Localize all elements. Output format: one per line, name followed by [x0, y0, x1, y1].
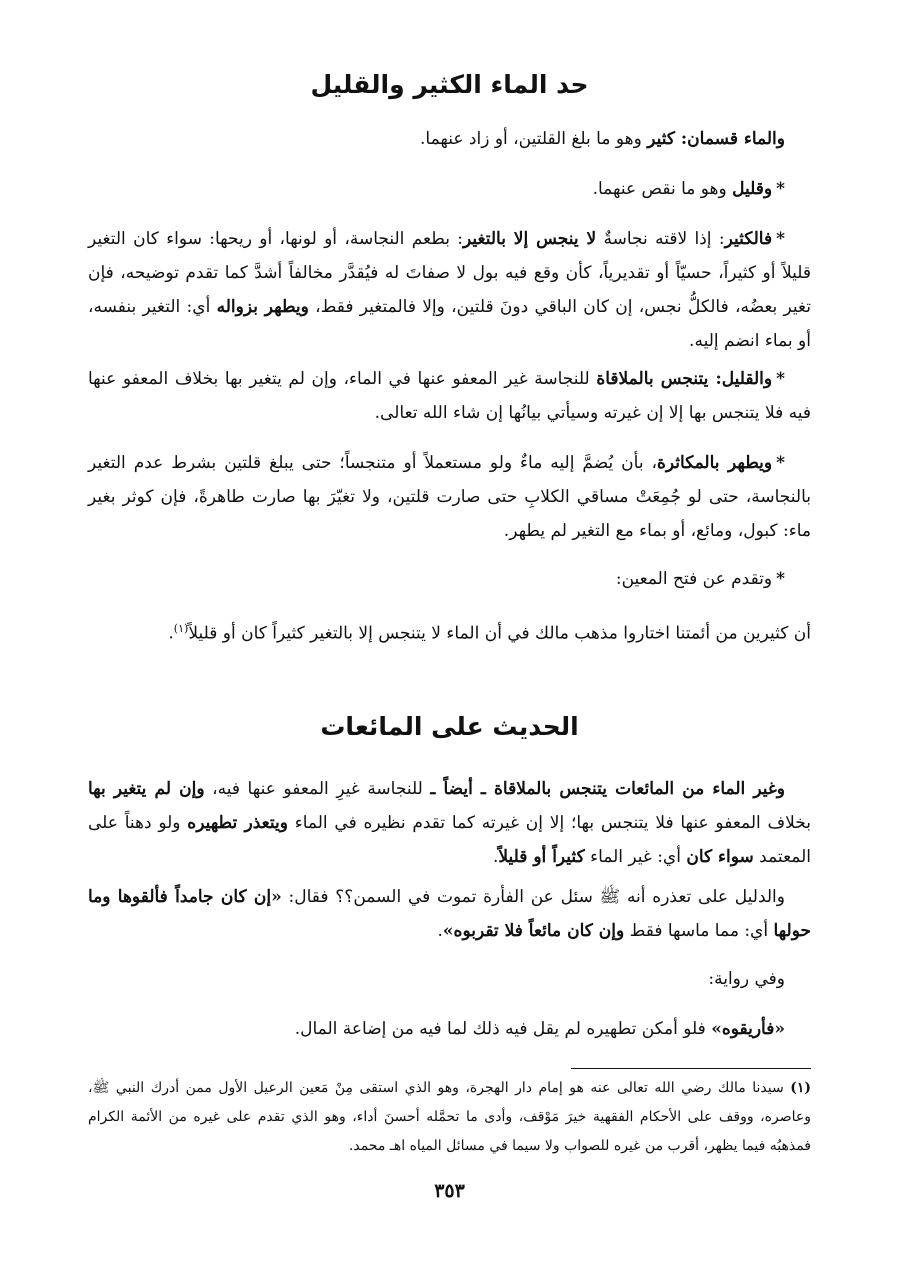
page-number: ٣٥٣: [434, 1180, 465, 1202]
paragraph-another-narration: وفي رواية:: [708, 969, 785, 989]
paragraph-maliki-opinion: أن كثيرين من أئمتنا اختاروا مذهب مالك في أن الماء لا يتنجس إلا بالتغير كثيراً كان أو قليلاً$^{(١)}$.: [168, 622, 811, 644]
paragraph-fath-almuin-intro: *وتقدم عن فتح المعين:: [615, 569, 785, 589]
paragraph-liquids-ruling: وغير الماء من المائعات يتنجس بالملاقاة ـ أيضاً ـ للنجاسة غيرِ المعفو عنها فيه، وإن لم يتغير بها بخلاف المعفو عنها فلا يتنجس بها؛ إلا إن غيرته كما تقدم نظيره في الماء ويتعذر تطهيره ولو دهناً على المعتمد سواء كان أي: غير الماء كثيراً أو قليلاً.: [88, 779, 811, 867]
footnote-reference: (١): [173, 622, 189, 635]
bullet-star: *: [776, 453, 785, 473]
footnote-divider: [571, 1068, 811, 1069]
section-title-liquids: الحديث على المائعات: [320, 712, 579, 741]
bullet-star: *: [776, 229, 785, 249]
bullet-star: *: [776, 569, 785, 589]
paragraph-water-types: والماء قسمان: كثير وهو ما بلغ القلتين، أو زاد عنهما.: [419, 129, 785, 149]
paragraph-purification-by-increase: *ويطهر بالمكاثرة، بأن يُضمَّ إليه ماءٌ ولو مستعملاً أو متنجساً؛ حتى يبلغ قلتين بشرط عدم التغير بالنجاسة، حتى لو جُمِعَتْ مساقي الكلابِ حتى صارت قلتين، ولا تغيّرَ بها صارت طاهرةً، فإن كوثر بغير ماء: كبول، ومائع، أو بماء مع التغير لم يطهر.: [88, 453, 811, 541]
footnote-marker: (١): [790, 1080, 811, 1096]
document-page: [88, 0, 811, 1262]
bullet-star: *: [776, 179, 785, 199]
paragraph-mouse-hadith: والدليل على تعذره أنه ﷺ سئل عن الفأرة تموت في السمن؟؟ فقال: «إن كان جامداً فألقوها وما حولها أي: مما ماسها فقط وإن كان مائعاً فلا تقربوه».: [88, 887, 811, 941]
paragraph-pour-out: «فأريقوه» فلو أمكن تطهيره لم يقل فيه ذلك لما فيه من إضاعة المال.: [294, 1019, 785, 1039]
section-title-water-amounts: حد الماء الكثير والقليل: [310, 70, 589, 99]
bullet-star: *: [776, 369, 785, 389]
paragraph-much-water-ruling: *فالكثير: إذا لاقته نجاسةٌ لا ينجس إلا بالتغير: بطعم النجاسة، أو لونها، أو ريحها: سواء كان التغير قليلاً أو كثيراً، حسيّاً أو تقديرياً، كأن وقع فيه بول لا صفاتَ له فيُقدَّر مخالفاً أشدَّ كما تقدم توضيحه، فإن تغير بعضُه، فالكلُّ نجس، إن كان الباقي دونَ قلتين، وإلا فالمتغير فقط، ويطهر بزواله أي: التغير بنفسه، أو بماء انضم إليه.: [88, 229, 811, 351]
paragraph-little-water: *وقليل وهو ما نقص عنهما.: [592, 179, 785, 199]
footnote: (١) سيدنا مالك رضي الله تعالى عنه هو إمام دار الهجرة، وهو الذي استقى مِنْ مَعين الرعيل الأول ممن أدرك النبي ﷺ، وعاصره، ووقف على الأحكام الفقهية خيرَ مَوْقف، وأدى ما تحمَّله أحسنَ أداء، وهو الذي تقدم على غيره من الأئمة الكرام فمذهبُه فيما يظهر، أقرب من غيره للصواب ولا سيما في مسائل المياه اهـ محمد.: [88, 1080, 811, 1154]
paragraph-little-water-ruling: *والقليل: يتنجس بالملاقاة للنجاسة غير المعفو عنها في الماء، وإن لم يتغير بها بخلاف المعفو عنها فيه فلا يتنجس بها إلا إن غيرته وسيأتي بيانُها إن شاء الله تعالى.: [88, 369, 811, 423]
